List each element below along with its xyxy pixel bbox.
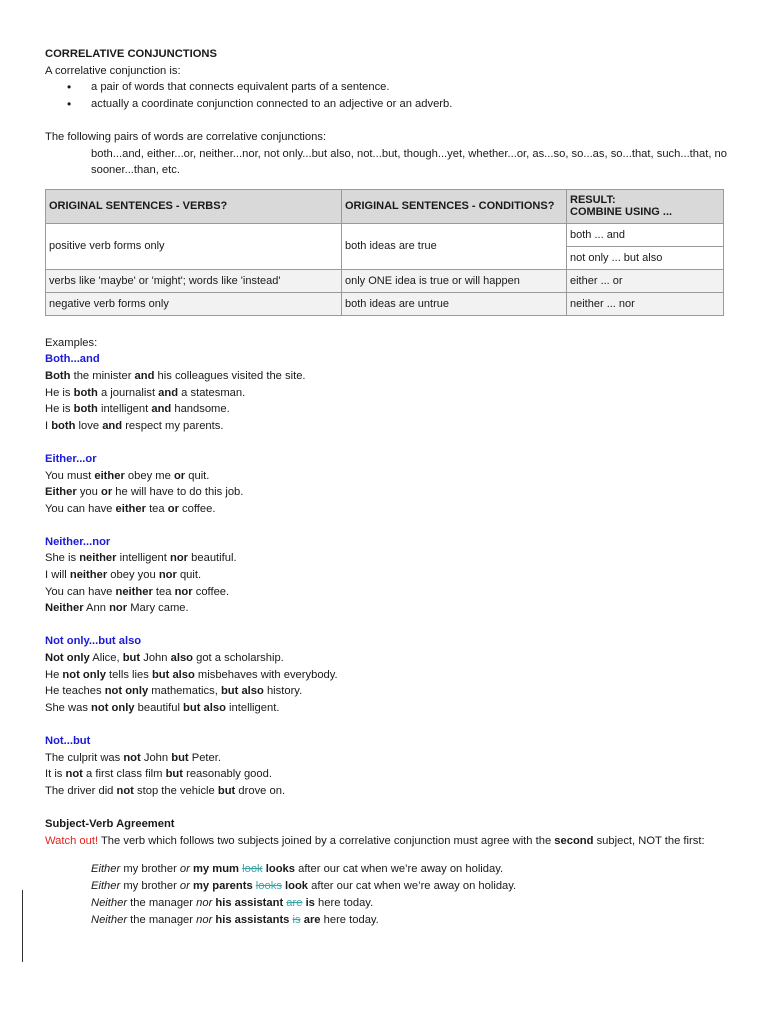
bold-word: not <box>65 768 83 781</box>
example-sentence <box>45 484 725 501</box>
text-run: here today. <box>320 913 379 926</box>
bold-word: his assistants <box>215 913 290 926</box>
bold-word: either <box>94 469 125 482</box>
text-run: John <box>140 652 171 665</box>
example-sentence <box>45 783 725 800</box>
example-sentence <box>45 750 725 767</box>
text-run: John <box>140 751 172 764</box>
text-run: you <box>76 486 101 499</box>
bold-word: also <box>170 652 193 665</box>
text-run: Mary came. <box>127 602 189 615</box>
section-heading: Either...or <box>45 452 97 465</box>
definition-list <box>45 79 725 112</box>
text-run: intelligent <box>97 403 152 416</box>
table-row <box>46 292 724 315</box>
table-row <box>46 223 724 246</box>
italic-word: Neither <box>91 896 128 909</box>
bold-word: but <box>171 751 189 764</box>
text-run: mathematics, <box>148 685 221 698</box>
table-header: ORIGINAL SENTENCES - VERBS? <box>46 189 342 223</box>
text-run: Peter. <box>188 751 221 764</box>
text-run: he will have to do this job. <box>112 486 244 499</box>
text-run: history. <box>263 685 303 698</box>
bold-word: nor <box>158 569 177 582</box>
text-run: misbehaves with everybody. <box>194 668 338 681</box>
bold-word: nor <box>109 602 128 615</box>
bold-word: and <box>151 403 172 416</box>
text-run: You can have <box>45 585 116 598</box>
bold-word: but <box>217 784 236 797</box>
bold-word: nor <box>170 552 189 565</box>
text-run: intelligent <box>116 552 171 565</box>
text-run: Alice, <box>89 652 123 665</box>
text-run: coffee. <box>178 502 216 515</box>
section-heading: Not only...but also <box>45 635 142 648</box>
text-run: You can have <box>45 502 116 515</box>
text-run: He <box>45 668 63 681</box>
agreement-example <box>45 878 725 895</box>
example-sentence <box>45 766 725 783</box>
text-run: the manager <box>127 913 197 926</box>
bold-word: not <box>116 784 134 797</box>
text-run: intelligent. <box>225 701 280 714</box>
bold-word: or <box>173 469 186 482</box>
bold-word: but also <box>220 685 264 698</box>
bold-word: looks <box>265 863 295 876</box>
text-run: tea <box>152 585 175 598</box>
example-sentence <box>45 650 725 667</box>
text-run: tells lies <box>105 668 152 681</box>
bold-word: are <box>303 913 321 926</box>
text-run: obey you <box>107 569 159 582</box>
bold-word: is <box>305 896 315 909</box>
text-run: a first class film <box>82 768 166 781</box>
text-run: beautiful <box>134 701 184 714</box>
table-cell: only ONE idea is true or will happen <box>342 269 567 292</box>
text-run: He teaches <box>45 685 105 698</box>
italic-word: or <box>179 879 190 892</box>
combine-label: COMBINE USING ... <box>570 206 673 219</box>
text-run: beautiful. <box>188 552 237 565</box>
bold-word: not only <box>91 701 135 714</box>
section-heading: Not...but <box>45 735 91 747</box>
bold-word: but <box>122 652 141 665</box>
section-neither <box>45 534 725 617</box>
text-run: The driver did <box>45 784 117 797</box>
struck-word: is <box>292 913 301 926</box>
table-cell: either ... or <box>567 269 724 292</box>
bold-word: look <box>285 879 309 892</box>
text-run: quit. <box>176 569 202 582</box>
agreement-rule <box>45 833 725 850</box>
rules-table <box>45 189 724 316</box>
text-run: He is <box>45 386 74 399</box>
text-run: my brother <box>120 879 180 892</box>
text-run: here today. <box>314 896 374 909</box>
bold-word: neither <box>115 585 153 598</box>
struck-word: looks <box>255 879 282 892</box>
table-row <box>46 269 724 292</box>
table-cell: negative verb forms only <box>46 292 342 315</box>
text-run: She was <box>45 701 92 714</box>
table-cell: both ideas are untrue <box>342 292 567 315</box>
example-sentence <box>45 468 725 485</box>
example-sentence <box>45 418 725 435</box>
table-cell: verbs like 'maybe' or 'might'; words like 'instead' <box>46 269 342 292</box>
example-sentence <box>45 550 725 567</box>
example-sentence <box>45 567 725 584</box>
text-run: after our cat when we’re away on holiday. <box>294 863 504 876</box>
text-run: his colleagues visited the site. <box>154 369 306 382</box>
italic-word: Neither <box>91 913 128 926</box>
pairs-list: both...and, either...or, neither...nor, not only...but also, not...but, though...yet, whether...or, as...so, so...as, so...that, such...that, no sooner...than, etc. <box>91 147 727 177</box>
example-sentence <box>45 600 725 617</box>
bold-word: or <box>100 486 113 499</box>
bold-word: not only <box>62 668 106 681</box>
text-run: got a scholarship. <box>193 652 284 665</box>
section-not-only <box>45 633 725 716</box>
bullet-item: • a pair of words that connects equivalent parts of a sentence. <box>45 79 725 96</box>
bold-word: his assistant <box>215 896 284 909</box>
bold-word: neither <box>79 552 117 565</box>
pairs-intro: The following pairs of words are correlative conjunctions: <box>45 130 327 143</box>
example-sentence <box>45 667 725 684</box>
bold-word: nor <box>174 585 193 598</box>
bold-word: both <box>73 403 98 416</box>
example-sentence <box>45 501 725 518</box>
section-heading: Neither...nor <box>45 535 111 548</box>
section-not-but <box>45 733 725 799</box>
text-run: tea <box>145 502 168 515</box>
text-run: It is <box>45 768 66 781</box>
agreement-example <box>45 912 725 929</box>
rule-text: The verb which follows two subjects joined by a correlative conjunction must agree with the <box>98 834 555 847</box>
example-sentence <box>45 584 725 601</box>
text-run: respect my parents. <box>122 419 224 432</box>
document-page <box>45 46 725 928</box>
struck-word: look <box>242 863 263 876</box>
table-cell: neither ... nor <box>567 292 724 315</box>
struck-word: are <box>286 896 303 909</box>
text-run: reasonably good. <box>183 768 272 781</box>
agreement-heading: Subject-Verb Agreement <box>45 817 175 830</box>
section-both <box>45 351 725 434</box>
bullet-item: • actually a coordinate conjunction connected to an adjective or an adverb. <box>45 96 725 113</box>
bold-word: but also <box>183 701 226 714</box>
bold-word: neither <box>69 569 108 582</box>
example-sentence <box>45 700 725 717</box>
text-run: Ann <box>83 602 110 615</box>
examples-label: Examples: <box>45 336 98 349</box>
bold-word: Neither <box>45 602 84 615</box>
text-run: He is <box>45 403 74 416</box>
table-cell: not only ... but also <box>567 246 724 269</box>
text-run: the minister <box>70 369 135 382</box>
text-run: You must <box>45 469 95 482</box>
bold-word: either <box>115 502 146 515</box>
bold-word: and <box>102 419 123 432</box>
italic-word: nor <box>196 913 213 926</box>
bold-word: my mum <box>192 863 239 876</box>
text-run: obey me <box>124 469 174 482</box>
text-run: love <box>75 419 103 432</box>
margin-bar <box>22 890 23 962</box>
section-heading: Both...and <box>45 353 100 366</box>
example-sentence <box>45 385 725 402</box>
italic-word: Either <box>91 863 121 876</box>
agreement-example <box>45 895 725 912</box>
italic-word: nor <box>196 896 213 909</box>
text-run: drove on. <box>235 784 286 797</box>
text-run: my brother <box>120 863 180 876</box>
text-run: after our cat when we’re away on holiday. <box>308 879 517 892</box>
table-cell: positive verb forms only <box>46 223 342 269</box>
rule-emphasis: second <box>554 834 594 847</box>
intro-text: A correlative conjunction is: <box>45 64 181 77</box>
bold-word: Not only <box>45 652 90 665</box>
bold-word: Either <box>45 486 77 499</box>
example-sentence <box>45 683 725 700</box>
text-run: handsome. <box>171 403 230 416</box>
table-header-row <box>46 189 724 223</box>
italic-word: or <box>179 863 190 876</box>
table-cell: both ideas are true <box>342 223 567 269</box>
example-sentence <box>45 368 725 385</box>
result-label: RESULT: <box>570 194 616 207</box>
bold-word: my parents <box>192 879 253 892</box>
table-cell: both ... and <box>567 223 724 246</box>
text-run: a statesman. <box>178 386 246 399</box>
watch-out-label: Watch out! <box>45 834 99 847</box>
bold-word: Both <box>45 369 71 382</box>
bold-word: and <box>134 369 155 382</box>
section-agreement <box>45 816 725 928</box>
text-run: quit. <box>185 469 210 482</box>
bold-word: not only <box>104 685 149 698</box>
bold-word: but also <box>151 668 195 681</box>
text-run: I will <box>45 569 70 582</box>
text-run: the manager <box>127 896 197 909</box>
text-run: a journalist <box>97 386 159 399</box>
bold-word: but <box>165 768 183 781</box>
text-run: The culprit was <box>45 751 124 764</box>
section-either <box>45 451 725 517</box>
bold-word: both <box>73 386 98 399</box>
italic-word: Either <box>91 879 121 892</box>
table-header: ORIGINAL SENTENCES - CONDITIONS? <box>342 189 567 223</box>
text-run: stop the vehicle <box>133 784 218 797</box>
page-title: CORRELATIVE CONJUNCTIONS <box>45 48 217 60</box>
table-header <box>567 189 724 223</box>
bold-word: and <box>158 386 179 399</box>
rule-text: subject, NOT the first: <box>593 834 705 847</box>
bold-word: or <box>167 502 179 515</box>
text-run: coffee. <box>192 585 230 598</box>
agreement-example <box>45 861 725 878</box>
bold-word: not <box>123 751 141 764</box>
text-run: I <box>45 419 52 432</box>
text-run: She is <box>45 552 80 565</box>
bold-word: both <box>51 419 76 432</box>
example-sentence <box>45 401 725 418</box>
